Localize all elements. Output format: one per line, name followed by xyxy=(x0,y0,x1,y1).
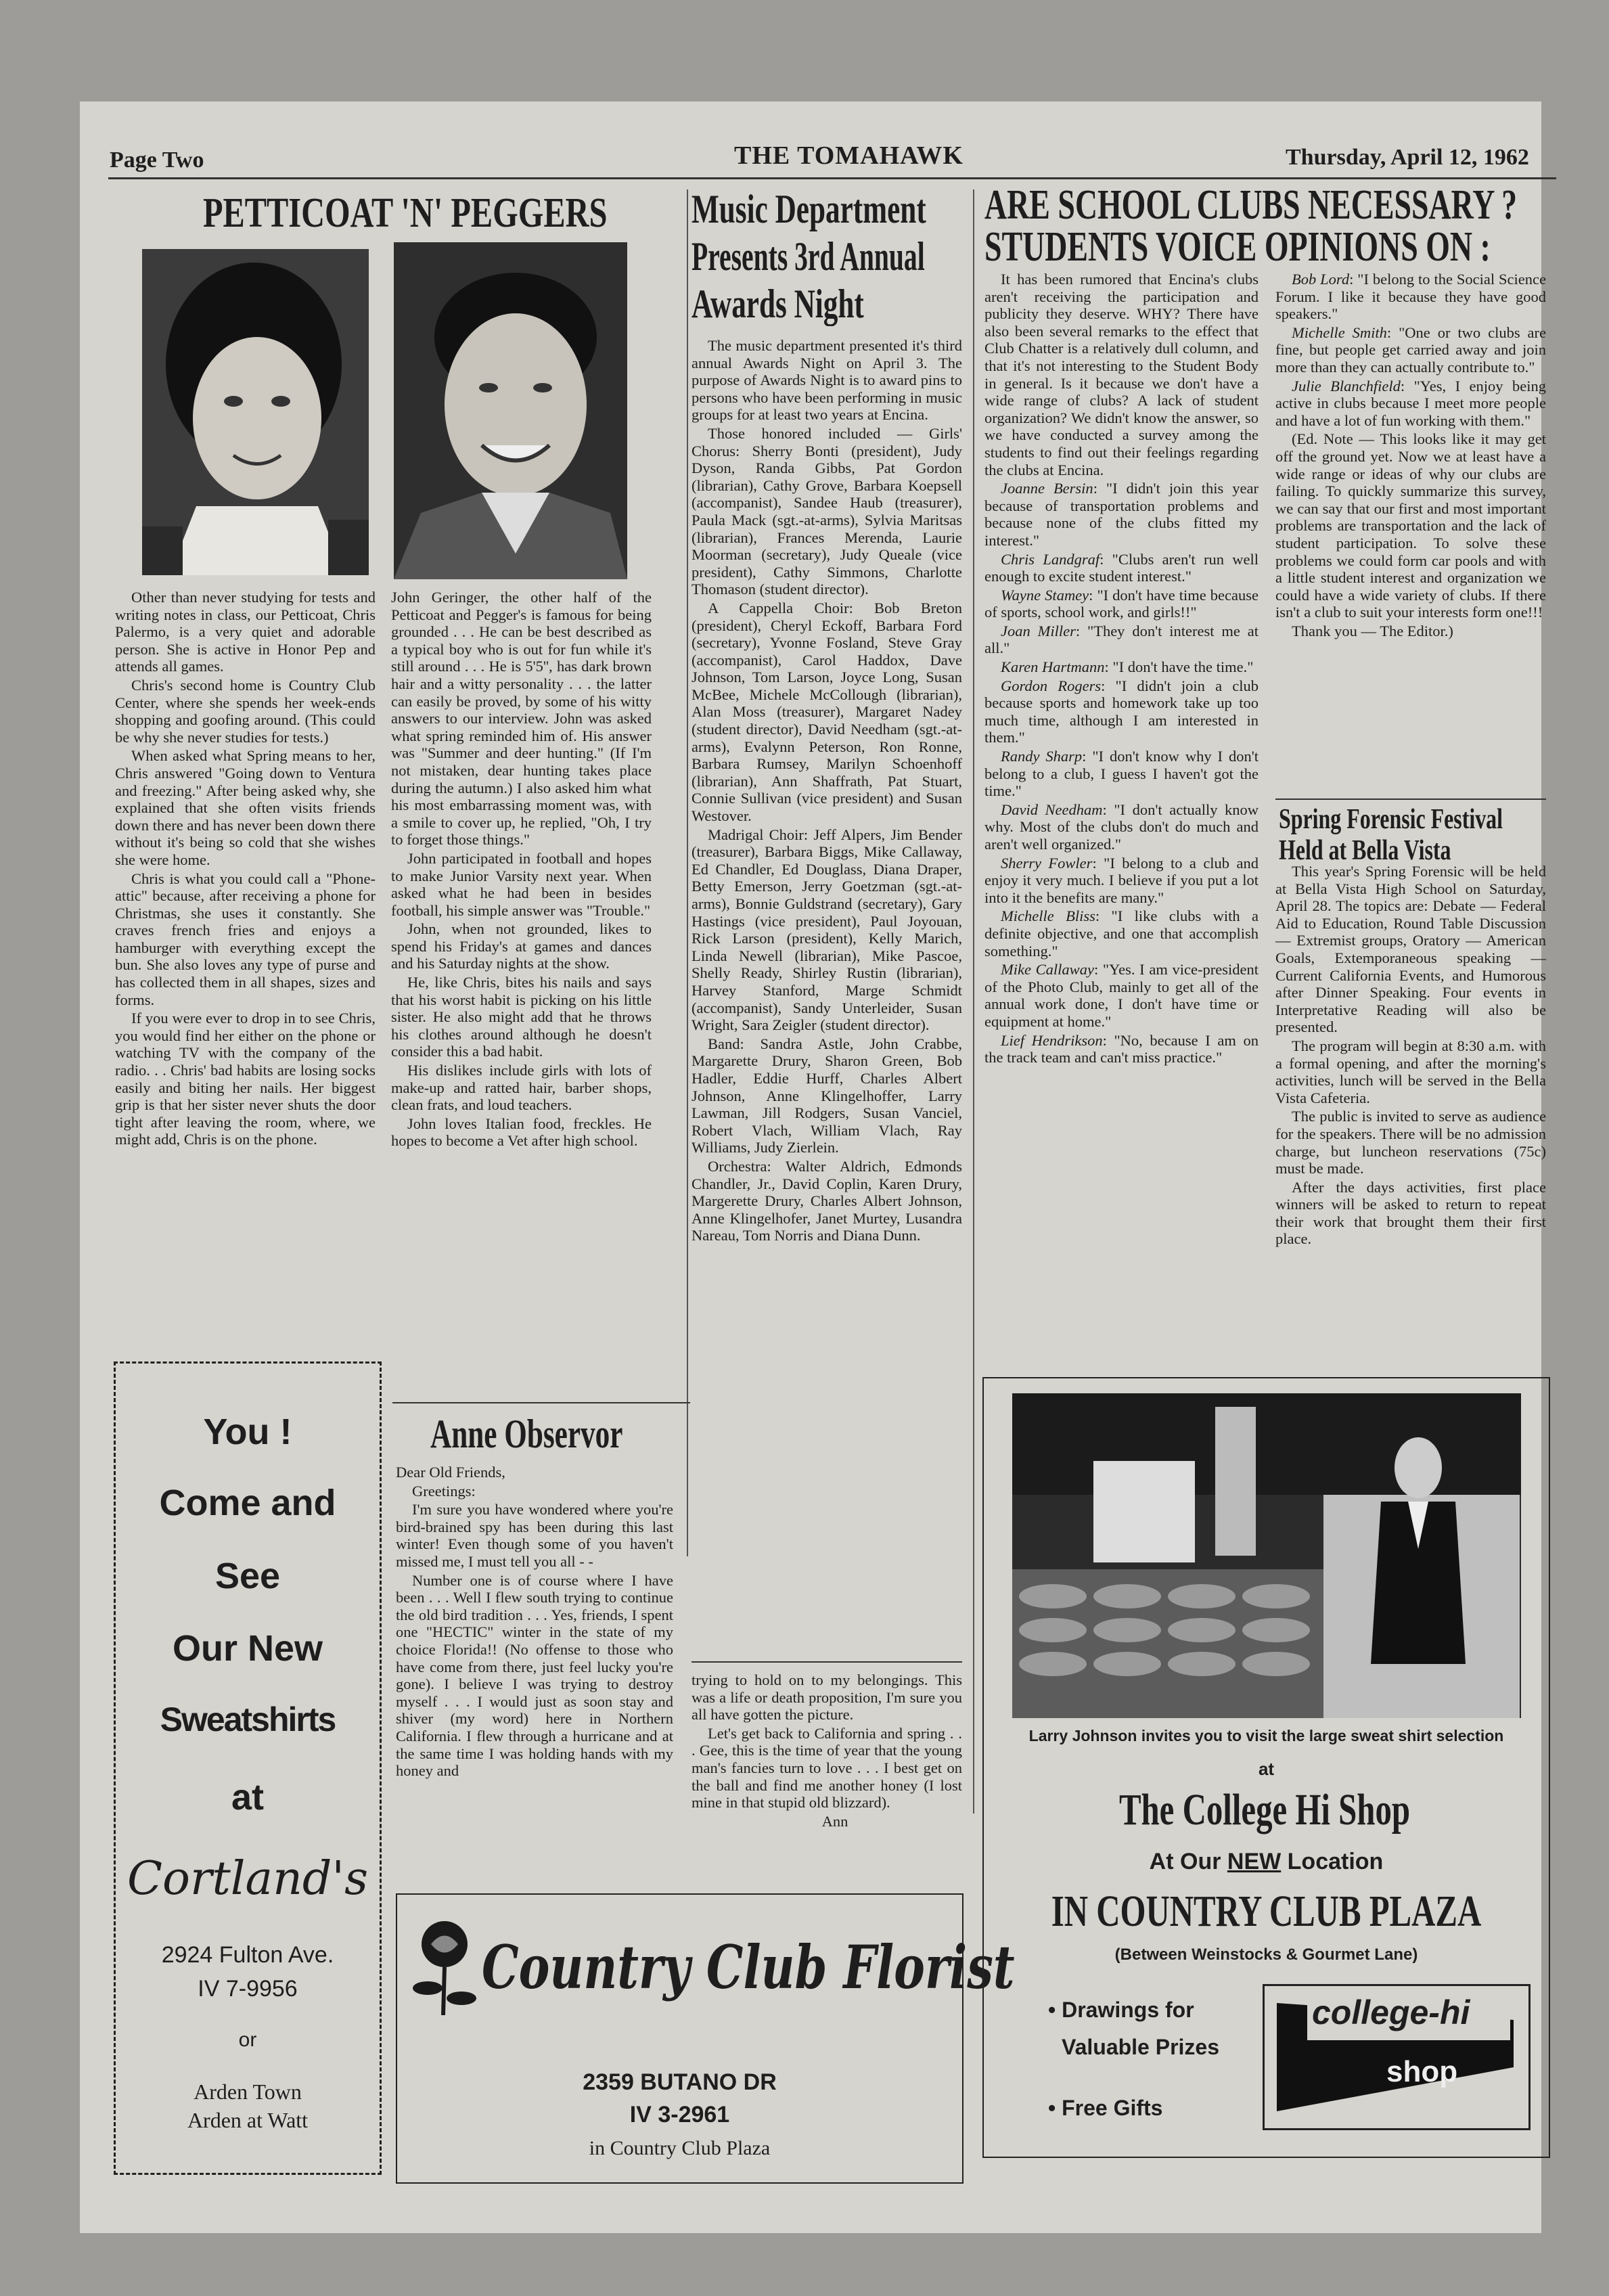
opinion-text: : "One or two clubs are fine, but people get carried away and join more than they can actually contribute to." xyxy=(1275,323,1546,376)
paragraph: He, like Chris, bites his nails and says that his worst habit is picking on his little sister. He also might add that he throws his clothes around although he doesn't consider this a bad habit. xyxy=(391,974,652,1060)
clubs-column-1 xyxy=(984,271,1259,1068)
speaker-name: Lief Hendrikson xyxy=(1001,1031,1103,1049)
column-rule xyxy=(687,189,688,1556)
page-number: Page Two xyxy=(110,148,204,173)
forensic-column xyxy=(1275,863,1546,1249)
column-rule xyxy=(973,189,974,1814)
opinion-paragraph xyxy=(1275,430,1546,621)
speaker-name: Michelle Bliss xyxy=(1001,907,1095,925)
opinion-text: : "I belong to the Social Science Forum. I like it because they have good speakers." xyxy=(1275,271,1546,323)
florist-location: in Country Club Plaza xyxy=(589,2137,771,2159)
paragraph: Orchestra: Walter Aldrich, Edmonds Chandler, Jr., David Coplin, Karen Drury, Margerette Drury, Charles Albert Johnson, Anne Klingelhofer, Janet Murtey, Lusandra Nareau, Tom Norris and Diana Dunn. xyxy=(692,1157,962,1244)
opinion-text: : "I belong to a club and enjoy it very much. I believe if you put a lot into it the benefits are many." xyxy=(984,854,1259,906)
pennant-shop: shop xyxy=(1386,2055,1458,2088)
speaker-name: Mike Callaway xyxy=(1001,961,1094,978)
ad-line: at xyxy=(231,1777,264,1818)
speaker-name: Wayne Stamey xyxy=(1001,586,1089,604)
ad-caption: Larry Johnson invites you to visit the large sweat shirt selection xyxy=(1028,1727,1504,1744)
speaker-name: Julie Blanchfield xyxy=(1292,377,1401,395)
opinion-paragraph xyxy=(984,1032,1259,1066)
shop-plaza: IN COUNTRY CLUB PLAZA xyxy=(1051,1887,1482,1936)
petticoat-column-1 xyxy=(115,589,376,1150)
speaker-name: Joan Miller xyxy=(1001,622,1076,639)
clubs-headline-2: STUDENTS VOICE OPINIONS ON : xyxy=(984,224,1491,270)
opinion-paragraph xyxy=(984,658,1259,676)
paragraph: Madrigal Choir: Jeff Alpers, Jim Bender (treasurer), Barbara Biggs, Mike Callaway, Ed Chandler, Ed Douglass, Diana Draper, Betty Emerson, Jerry Goetzman (sgt.-at-arms), Bonnie Guldstrand (secretary), Gary Hastings (vice president), Paul Joyouan, Rick Larson (president), Kelly Marich, Linda Newell (librarian), Mike Pascoe, Shelly Ready, Shirley Rustin (librarian), Harvey Stanford, Marge Schmidt (accompanist), Sandy Unterleider, Susan Wright, Sara Zeigler (student director). xyxy=(692,826,962,1034)
ad-line: You ! xyxy=(203,1412,292,1452)
speaker-name: Gordon Rogers xyxy=(1001,677,1102,694)
paragraph: A Cappella Choir: Bob Breton (president), Cheryl Eckoff, Barbara Ford (secretary), Yvonne Fosland, Steve Gray (accompanist), Carol Haddox, Dave Johnson, Tom Larson, Joyce Long, Susan McBee, Michele McCollough (librarian), Alan Moss (treasurer), Margaret Nadey (student director), David Needham (sgt.-at-arms), Evalynn Peterson, Ron Ronne, Barbara Rumsey, Marilyn Schoenhoff (librarian), Ann Shaffrath, Pat Stuart, Connie Sullivan (vice president) and Susan Westover. xyxy=(692,599,962,825)
opinion-text: : "I don't have time because of sports, school work, and girls!!" xyxy=(984,586,1259,621)
music-headline-3: Awards Night xyxy=(692,282,864,326)
ad-line: Sweatshirts xyxy=(160,1701,336,1738)
opinion-text: Thank you — The Editor.) xyxy=(1292,622,1453,639)
opinion-paragraph xyxy=(984,907,1259,960)
opinion-text: : "Yes, I enjoy being active in clubs because I meet more people and have a lot of fun working with them." xyxy=(1275,377,1546,429)
music-headline-2: Presents 3rd Annual xyxy=(692,234,925,279)
opinion-paragraph xyxy=(984,855,1259,907)
opinion-paragraph xyxy=(1275,271,1546,323)
speaker-name: David Needham xyxy=(1001,801,1103,818)
ad-line: Come and xyxy=(159,1483,336,1523)
cortlands-alt-location: Arden Town xyxy=(194,2079,302,2104)
john-photo xyxy=(394,242,627,579)
rose-icon xyxy=(404,1914,485,2015)
cortlands-or: or xyxy=(238,2029,257,2051)
clubs-column-2 xyxy=(1275,271,1546,641)
speaker-name: Chris Landgraf xyxy=(1001,550,1100,568)
opinion-paragraph xyxy=(984,587,1259,621)
paragraph: Those honored included — Girls' Chorus: Sherry Bonti (president), Judy Dyson, Randa Gibbs, Pat Gordon (librarian), Cathy Grove, Barbara Koepsell (accompanist), Sandee Haub (treasurer), Paula Mack (sgt.-at-arms), Sylvia Maritsas (librarian), Frances Merenda, Laurie Moorman (secretary), Judy Queale (vice president), Cathy Simmons, Charlotte Thomason (student director). xyxy=(692,424,962,598)
opinion-paragraph xyxy=(1275,623,1546,640)
opinion-paragraph xyxy=(984,961,1259,1030)
paragraph: When asked what Spring means to her, Chris answered "Going down to Ventura and freezing." After being asked why, she explained that she often visits friends down there and has never been down there without it's being so cold that she wishes she were home. xyxy=(115,747,376,868)
paragraph: I'm sure you have wondered where you're bird-brained spy has been during this last winter! Even though some of you haven't missed me, I must tell you all - - xyxy=(396,1501,673,1570)
cortlands-logo: Cortland's xyxy=(127,1852,368,1906)
forensic-headline: Spring Forensic Festival Held at Bella Vista xyxy=(1279,804,1503,866)
speaker-name: Sherry Fowler xyxy=(1001,854,1093,872)
pennant-college-hi: college-hi xyxy=(1312,1994,1470,2031)
paragraph: Number one is of course where I have been . . . Well I flew south trying to continue the old bird tradition . . . Yes, friends, I spent one "HECTIC" winter in the state of my choice Florida!! (No offense to those who have come from there, just feel lucky you're gone). I believe I was trying to destroy myself . . . I would just as soon stay and shiver (my word) here in Northern California. I flew through a hurricane and at the same time I was holding hands with my honey and xyxy=(396,1571,673,1780)
florist-address: 2359 BUTANO DR xyxy=(583,2069,777,2095)
opinion-text: : "I didn't join this year because of transportation problems and because none of the clubs fitted my interest." xyxy=(984,480,1259,549)
paragraph: The music department presented it's third annual Awards Night on April 3. The purpose of Awards Night is to award pins to persons who have been performing in music groups for at least two years at Encina. xyxy=(692,337,962,424)
paragraph: Other than never studying for tests and writing notes in class, our Petticoat, Chris Palermo, is a very quiet and adorable person. She is active in Honor Pep and attends all games. xyxy=(115,589,376,675)
paragraph: After the days activities, first place winners will be asked to return to repeat their work that brought them their first place. xyxy=(1275,1178,1546,1248)
opinion-text: : "I don't know why I don't belong to a club, I guess I haven't got the time." xyxy=(984,748,1259,800)
opinion-paragraph xyxy=(984,271,1259,478)
opinion-text: : "I didn't join a club because sports and homework take up too much time, although I am interested in them." xyxy=(984,677,1259,746)
anne-headline: Anne Observor xyxy=(430,1412,623,1456)
ad-line: See xyxy=(214,1556,281,1596)
shop-directions: (Between Weinstocks & Gourmet Lane) xyxy=(1114,1945,1418,1964)
opinion-paragraph xyxy=(984,551,1259,585)
opinion-paragraph xyxy=(984,801,1259,853)
opinion-paragraph xyxy=(984,677,1259,746)
opinion-text: : "Yes. I am vice-president of the Photo Club, mainly to get all of the annual work done, I don't have time or equipment at home." xyxy=(984,961,1259,1030)
speaker-name: Randy Sharp xyxy=(1001,748,1083,765)
music-column xyxy=(692,337,962,1246)
paragraph: Let's get back to California and spring . . . Gee, this is the time of year that the young man's fancies turn to love . . . I best get on the ball and find me another honey (I lost mine in that stupid old blizzard). xyxy=(692,1724,962,1811)
florist-ad xyxy=(396,1893,1015,2184)
opinion-text: : "They don't interest me at all." xyxy=(984,622,1259,657)
promo-gifts: • Free Gifts xyxy=(1048,2096,1163,2120)
opinion-text: : "No, because I am on the track team and can't miss practice." xyxy=(984,1031,1259,1066)
shop-name: The College Hi Shop xyxy=(1118,1785,1411,1834)
greeting: Greetings: xyxy=(412,1482,476,1500)
promo-prizes: Valuable Prizes xyxy=(1062,2035,1220,2059)
petticoat-column-2 xyxy=(391,589,652,1151)
paragraph: Band: Sandra Astle, John Crabbe, Margarette Drury, Sharon Green, Bob Hadler, Eddie Hurff, Charles Albert Johnson, Anne Klingelhoffer, Larry Lawman, Jill Rodgers, Susan Vanciel, Robert Vlach, William Vlach, Ray Williams, Judy Zierlein. xyxy=(692,1035,962,1156)
masthead-rule xyxy=(108,177,1556,179)
florist-phone: IV 3-2961 xyxy=(629,2102,730,2128)
cortlands-ad xyxy=(114,1361,382,2175)
chris-photo xyxy=(142,249,369,575)
paragraph: Chris is what you could call a "Phone-attic" because, after receiving a phone for Christmas, she uses it constantly. She craves french fries and enjoys a hamburger with everything except the bun. She also loves any type of purse and has collected them in all shapes, sizes and forms. xyxy=(115,870,376,1008)
paper-name: THE TOMAHAWK xyxy=(734,141,964,170)
clubs-headline-1: ARE SCHOOL CLUBS NECESSARY ? xyxy=(984,182,1518,228)
speaker-name: Michelle Smith xyxy=(1292,323,1387,341)
cortlands-address: 2924 Fulton Ave. xyxy=(161,1942,334,1968)
shop-location: At Our NEW Location xyxy=(1149,1849,1384,1874)
paragraph: John, when not grounded, likes to spend his Friday's at games and dances and his Saturday nights at the show. xyxy=(391,920,652,972)
college-hi-ad xyxy=(982,1377,1550,2158)
opinion-paragraph xyxy=(1275,324,1546,376)
paragraph: This year's Spring Forensic will be held at Bella Vista High School on Saturday, April 28. The topics are: Debate — Federal Aid to Education, Round Table Discussion — Extremist groups, Oratory — American Goals, Extemporaneous speaking — Current California Events, and Humorous after Dinner Speaking. Four events in Interpretative Reading will also be presented. xyxy=(1275,863,1546,1036)
paragraph: John participated in football and hopes to make Junior Varsity next year. When asked what he had been in besides football, his simple answer was "Trouble." xyxy=(391,849,652,919)
opinion-text: : "Clubs aren't run well enough to excite student interest." xyxy=(984,550,1259,585)
speaker-name: Bob Lord xyxy=(1292,271,1350,288)
ad-at: at xyxy=(1258,1759,1275,1779)
opinion-paragraph xyxy=(984,480,1259,549)
petticoat-headline: PETTICOAT 'N' PEGGERS xyxy=(203,190,608,236)
ad-line: Our New xyxy=(172,1628,323,1669)
paragraph: The program will begin at 8:30 a.m. with a formal opening, and after the morning's activities, lunch will be served in the Bella Vista Cafeteria. xyxy=(1275,1037,1546,1106)
store-photo xyxy=(1012,1393,1521,1718)
anne-column-1 xyxy=(396,1464,673,1781)
opinion-text: : "I like clubs with a definite objective, and one that accomplish something." xyxy=(984,907,1259,960)
speaker-name: Karen Hartmann xyxy=(1001,658,1105,676)
opinion-paragraph xyxy=(984,623,1259,657)
paragraph: Chris's second home is Country Club Center, where she spends her week-ends shopping and goofing around. (This could be why she never studies for tests.) xyxy=(115,676,376,746)
paragraph: The public is invited to serve as audience for the speakers. There will be no admission charge, but luncheon reservations (75c) must be made. xyxy=(1275,1108,1546,1177)
paragraph: John loves Italian food, freckles. He hopes to become a Vet after high school. xyxy=(391,1115,652,1150)
paragraph: John Geringer, the other half of the Petticoat and Pegger's is famous for being grounded . . . He can be best described as a typical boy who is out for fun while it's still around . . . He is 5'5'', has dark brown hair and a witty personality . . . the latter can easily be proved, by some of his witty answers to our interview. John was asked what spring reminded him of. His answer was "Summer and deer hunting." (If I'm not mistaken, dear hunting takes place during the autumn.) I also asked him what his most embarrassing moment was, with a smile to cover up, he replied, "Oh, I try to forget those things." xyxy=(391,589,652,849)
opinion-text: (Ed. Note — This looks like it may get off the ground yet. Now we at least have a wide range or ideas of why our clubs are failing. To quickly summarize this survey, we can say that our first and most important problems are transportation and the lack of student participation. To solve these problems we could form car pools and with a little student interest and organization we could have a wide variety of clubs. If there isn't a club to suit your interests form one!!! xyxy=(1275,430,1546,621)
paragraph: His dislikes include girls with lots of make-up and ratted hair, barber shops, clean frats, and loud teachers. xyxy=(391,1062,652,1114)
opinion-text: : "I don't actually know why. Most of the clubs don't do much and aren't well organized." xyxy=(984,801,1259,853)
opinion-paragraph xyxy=(984,748,1259,800)
section-rule xyxy=(392,1402,690,1403)
issue-date: Thursday, April 12, 1962 xyxy=(1286,145,1529,170)
pennant-box xyxy=(1263,1984,1531,2130)
florist-logo: Country Club Florist xyxy=(482,1932,1015,2002)
anne-column-2 xyxy=(692,1671,962,1831)
paragraph: If you were ever to drop in to see Chris, you would find her either on the phone or watching TV with the company of the radio. . . Chris' bad habits are losing socks easily and biting her nails. Her biggest grip is that her sister never shuts the door tight after leaving the room, where, we might add, Chris is on the phone. xyxy=(115,1010,376,1148)
speaker-name: Joanne Bersin xyxy=(1001,480,1093,497)
promo-drawings: • Drawings for xyxy=(1048,1998,1194,2022)
paragraph: trying to hold on to my belongings. This was a life or death proposition, I'm sure you all have gotten the picture. xyxy=(692,1671,962,1724)
opinion-text: It has been rumored that Encina's clubs aren't receiving the participation and publicity they deserve. WHY? There have also been several remarks to the effect that Club Chatter is a relatively dull column, and that it's not interesting to the Student Body in general. Is it because we don't have a wide range of clubs? A lack of student organization? We didn't know the answer, so we have conducted a survey among the students to find out their feelings regarding the clubs at Encina. xyxy=(984,271,1259,478)
salutation: Dear Old Friends, xyxy=(396,1464,505,1481)
section-rule xyxy=(692,1661,962,1663)
opinion-text: : "I don't have the time." xyxy=(1104,658,1254,676)
section-rule xyxy=(1275,798,1546,800)
anne-signature: Ann xyxy=(821,1812,848,1830)
cortlands-phone: IV 7-9956 xyxy=(198,1976,298,2002)
opinion-paragraph xyxy=(1275,378,1546,430)
cortlands-alt-address: Arden at Watt xyxy=(187,2108,309,2132)
music-headline-1: Music Department xyxy=(692,187,926,231)
